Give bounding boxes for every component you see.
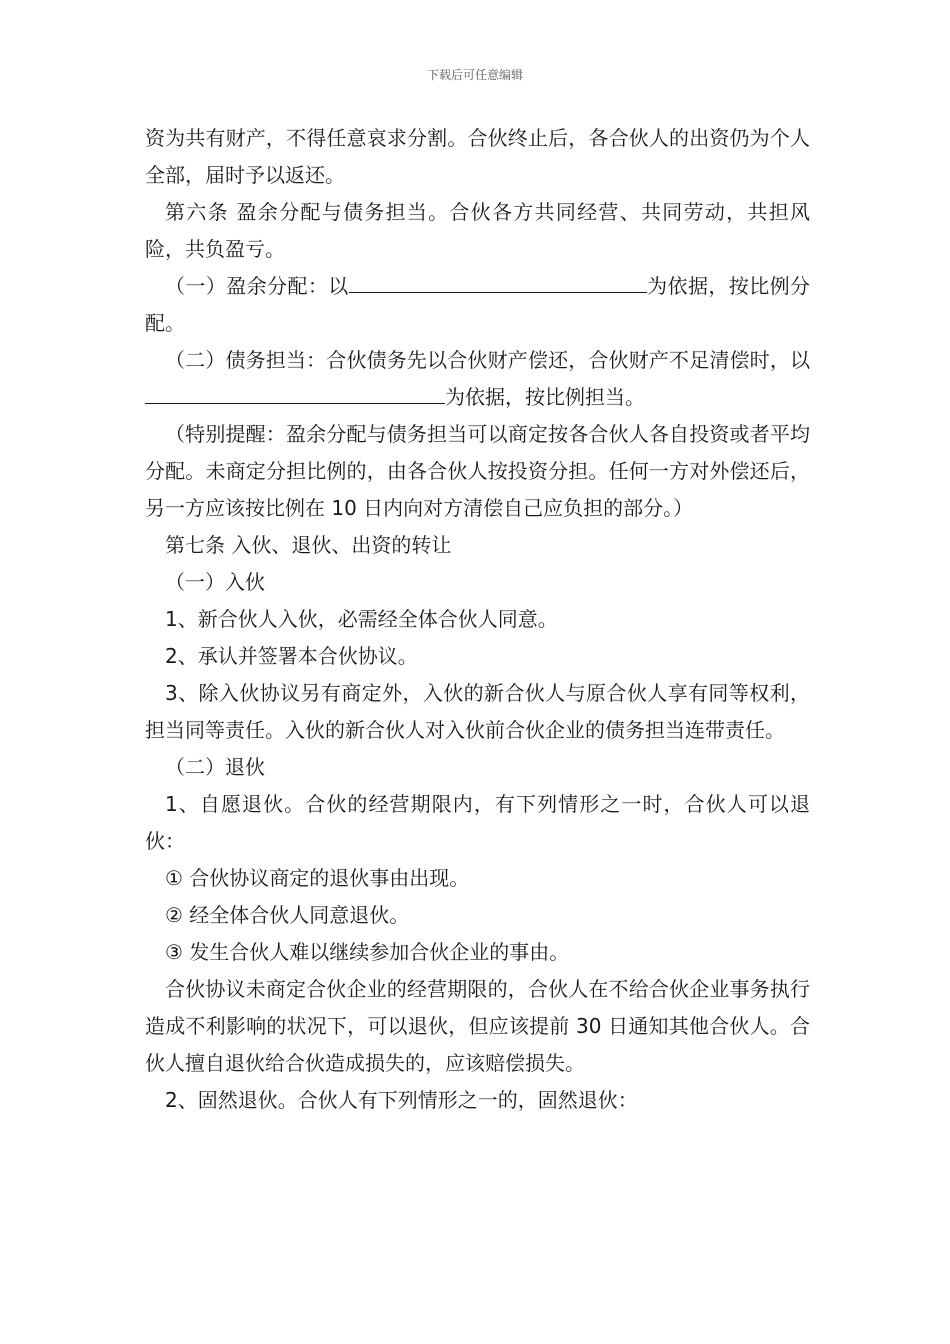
paragraph-debt-bearing (145, 342, 810, 416)
paragraph-admission-item-2: 2、承认并签署本合伙协议。 (165, 644, 418, 668)
paragraph-special-reminder: （特别提醒：盈余分配与债务担当可以商定按各合伙人各自投资或者平均分配。未商定分担比例的，由各合伙人按投资分担。任何一方对外偿还后，另一方应该按比例在 10 日内向对方清偿自己应负担的部分。） (145, 422, 810, 520)
paragraph-admission-heading: （一）入伙 (165, 570, 265, 594)
paragraph-unspecified-term: 合伙协议未商定合伙企业的经营期限的，合伙人在不给合伙企业事务执行造成不利影响的状况下，可以退伙，但应该提前 30 日通知其他合伙人。合伙人擅自退伙给合伙造成损失的，应该赔偿损失。 (145, 977, 810, 1075)
paragraph-capital-property: 资为共有财产，不得任意哀求分割。合伙终止后，各合伙人的出资仍为个人全部，届时予以返还。 (145, 126, 810, 187)
paragraph-natural-withdrawal: 2、固然退伙。合伙人有下列情形之一的，固然退伙： (165, 1088, 638, 1112)
page-header: 下载后可任意编辑 (426, 68, 523, 82)
paragraph-article-six: 第六条 盈余分配与债务担当。合伙各方共同经营、共同劳动，共担风险，共负盈亏。 (145, 200, 810, 261)
paragraph-withdrawal-case-1: ① 合伙协议商定的退伙事由出现。 (165, 866, 470, 890)
debt-bearing-lead: （二）债务担当：合伙债务先以合伙财产偿还，合伙财产不足清偿时，以 (165, 348, 810, 372)
paragraph-article-seven: 第七条 入伙、退伙、出资的转让 (165, 533, 452, 557)
profit-distribution-lead: （一）盈余分配：以 (165, 274, 349, 298)
paragraph-admission-item-1: 1、新合伙人入伙，必需经全体合伙人同意。 (165, 607, 558, 631)
paragraph-withdrawal-case-2: ② 经全体合伙人同意退伙。 (165, 903, 410, 927)
paragraph-withdrawal-case-3: ③ 发生合伙人难以继续参加合伙企业的事由。 (165, 940, 570, 964)
profit-distribution-tail: 为依据，按比例分配。 (145, 274, 811, 335)
paragraph-withdrawal-heading: （二）退伙 (165, 755, 265, 779)
debt-bearing-tail: 为依据，按比例担当。 (445, 385, 645, 409)
paragraph-admission-item-3: 3、除入伙协议另有商定外，入伙的新合伙人与原合伙人享有同等权利，担当同等责任。入伙的新合伙人对入伙前合伙企业的债务担当连带责任。 (145, 681, 810, 742)
profit-basis-blank[interactable] (349, 270, 647, 293)
debt-basis-blank[interactable] (145, 381, 445, 404)
document-body (145, 120, 810, 1119)
paragraph-voluntary-withdrawal: 1、自愿退伙。合伙的经营期限内，有下列情形之一时，合伙人可以退伙： (145, 792, 810, 853)
paragraph-profit-distribution (145, 268, 810, 342)
